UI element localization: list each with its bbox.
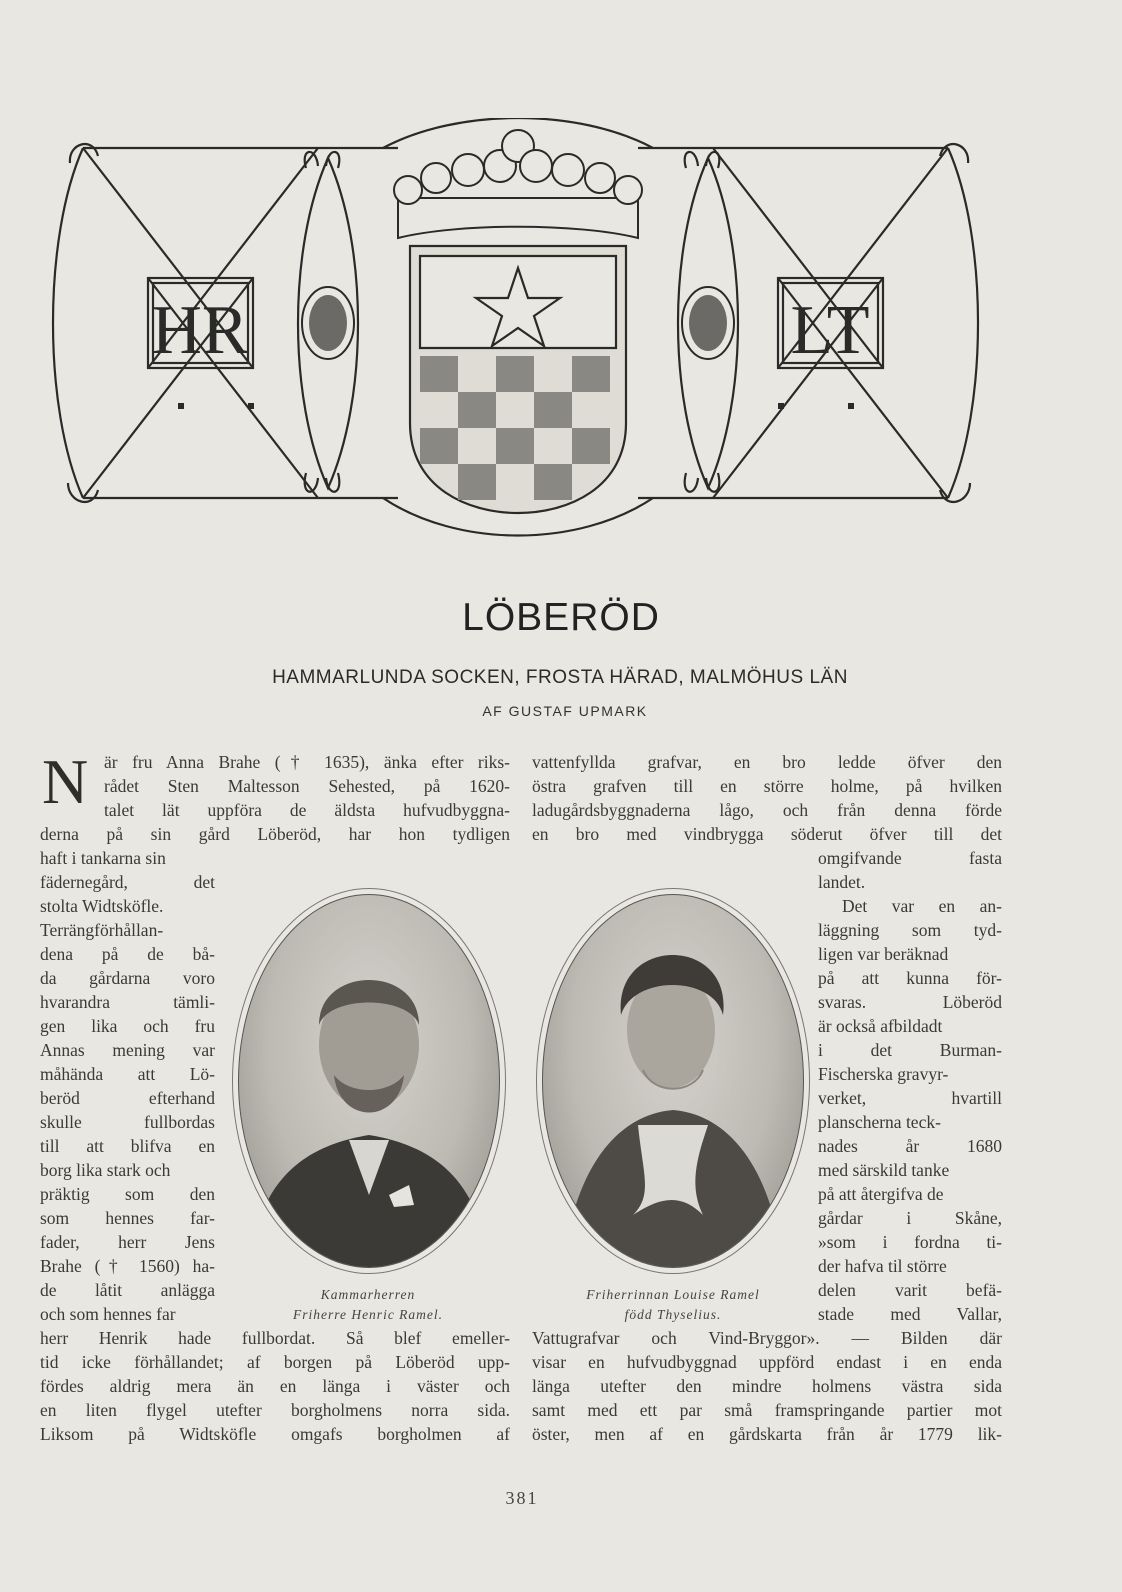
text-line: da gårdarna voro: [40, 968, 215, 988]
text-line: fädernegård, det: [40, 872, 215, 892]
text-line: ligen var beräknad: [818, 944, 949, 964]
text-line: och som hennes far: [40, 1304, 176, 1324]
text-line: rådet Sten Maltesson Sehested, på 1620-: [104, 776, 510, 796]
author-byline: AF GUSTAF UPMARK: [482, 703, 648, 719]
text-line: en bro med vindbrygga söderut öfver till det: [532, 824, 1002, 844]
text-line: verket, hvartill: [818, 1088, 1002, 1108]
text-line: som hennes far-: [40, 1208, 215, 1228]
text-line: nades år 1680: [818, 1136, 1002, 1156]
text-line: Liksom på Widtsköfle omgafs borgholmen af: [40, 1424, 510, 1444]
text-line: Fischerska gravyr-: [818, 1064, 949, 1084]
text-line: landet.: [818, 872, 866, 892]
portrait-woman-photo: [542, 894, 804, 1268]
text-line: öster, men af en gårdskarta från år 1779 lik-: [532, 1424, 1002, 1444]
text-line: svaras. Löberöd: [818, 992, 1002, 1012]
text-line: länga utefter den mindre holmens västra sida: [532, 1376, 1002, 1396]
text-line: beröd efterhand: [40, 1088, 215, 1108]
text-line: Vattugrafvar och Vind-Bryggor». — Bilden där: [532, 1328, 1002, 1348]
text-line: tid icke förhållandet; af borgen på Löberöd upp-: [40, 1352, 510, 1372]
monogram-right: LT: [790, 292, 870, 369]
article-title: LÖBERÖD: [462, 596, 660, 639]
text-line: borg lika stark och: [40, 1160, 171, 1180]
text-line: derna på sin gård Löberöd, har hon tydligen: [40, 824, 510, 844]
text-line: östra grafven till en större holme, på hvilken: [532, 776, 1002, 796]
text-line: der hafva til större: [818, 1256, 947, 1276]
text-line: dena på de bå-: [40, 944, 215, 964]
text-line: hvarandra tämli-: [40, 992, 215, 1012]
text-line: haft i tankarna sin: [40, 848, 166, 868]
text-line: vattenfyllda grafvar, en bro ledde öfver den: [532, 752, 1002, 772]
text-line: visar en hufvudbyggnad uppförd endast i en enda: [532, 1352, 1002, 1372]
caption-right: [548, 1285, 798, 1325]
text-line: Annas mening var: [40, 1040, 215, 1060]
text-line: omgifvande fasta: [818, 848, 1002, 868]
caption-right-line-1: Friherrinnan Louise Ramel: [586, 1287, 760, 1302]
text-line: är också afbildadt: [818, 1016, 943, 1036]
text-line: stade med Vallar,: [818, 1304, 1002, 1324]
text-line: är fru Anna Brahe († 1635), änka efter riks-: [104, 752, 510, 772]
text-line: fader, herr Jens: [40, 1232, 215, 1252]
text-line: herr Henrik hade fullbordat. Så blef emeller-: [40, 1328, 510, 1348]
text-line: »som i fordna ti-: [818, 1232, 1002, 1252]
text-line: talet lät uppföra de äldsta hufvudbyggna-: [104, 800, 510, 820]
text-line: gen lika och fru: [40, 1016, 215, 1036]
caption-right-line-2: född Thyselius.: [624, 1307, 722, 1322]
caption-left: [268, 1285, 468, 1325]
text-line: Brahe († 1560) ha-: [40, 1256, 215, 1276]
text-line: samt med ett par små framspringande partier mot: [532, 1400, 1002, 1420]
monogram-left: HR: [151, 292, 249, 369]
drop-cap: N: [42, 746, 89, 817]
text-line: läggning som tyd-: [818, 920, 1002, 940]
text-line: fördes aldrig mera än en länga i väster och: [40, 1376, 510, 1396]
text-line: måhända att Lö-: [40, 1064, 215, 1084]
text-line: i det Burman-: [818, 1040, 1002, 1060]
text-line: de låtit anlägga: [40, 1280, 215, 1300]
text-line: på att återgifva de: [818, 1184, 944, 1204]
text-line: skulle fullbordas: [40, 1112, 215, 1132]
text-line: till att blifva en: [40, 1136, 215, 1156]
heraldic-header-ornament: [38, 118, 1003, 553]
text-line: delen varit befä-: [818, 1280, 1002, 1300]
text-line: på att kunna för-: [818, 968, 1002, 988]
text-line: präktig som den: [40, 1184, 215, 1204]
text-line: stolta Widtsköfle.: [40, 896, 164, 916]
text-line: Det var en an-: [842, 896, 1002, 916]
text-line: Terrängförhållan-: [40, 920, 164, 940]
text-line: med särskild tanke: [818, 1160, 950, 1180]
portrait-man-photo: [238, 894, 500, 1268]
article-subtitle: HAMMARLUNDA SOCKEN, FROSTA HÄRAD, MALMÖHUS LÄN: [272, 667, 848, 688]
text-line: gårdar i Skåne,: [818, 1208, 1002, 1228]
page-number: 381: [505, 1488, 539, 1508]
text-line: planscherna teck-: [818, 1112, 941, 1132]
caption-left-line-1: Kammarherren: [320, 1287, 416, 1302]
text-line: en liten flygel utefter borgholmens norra sida.: [40, 1400, 510, 1420]
caption-left-line-2: Friherre Henric Ramel.: [292, 1307, 444, 1322]
text-line: ladugårdsbyggnaderna lågo, och från denna förde: [532, 800, 1002, 820]
